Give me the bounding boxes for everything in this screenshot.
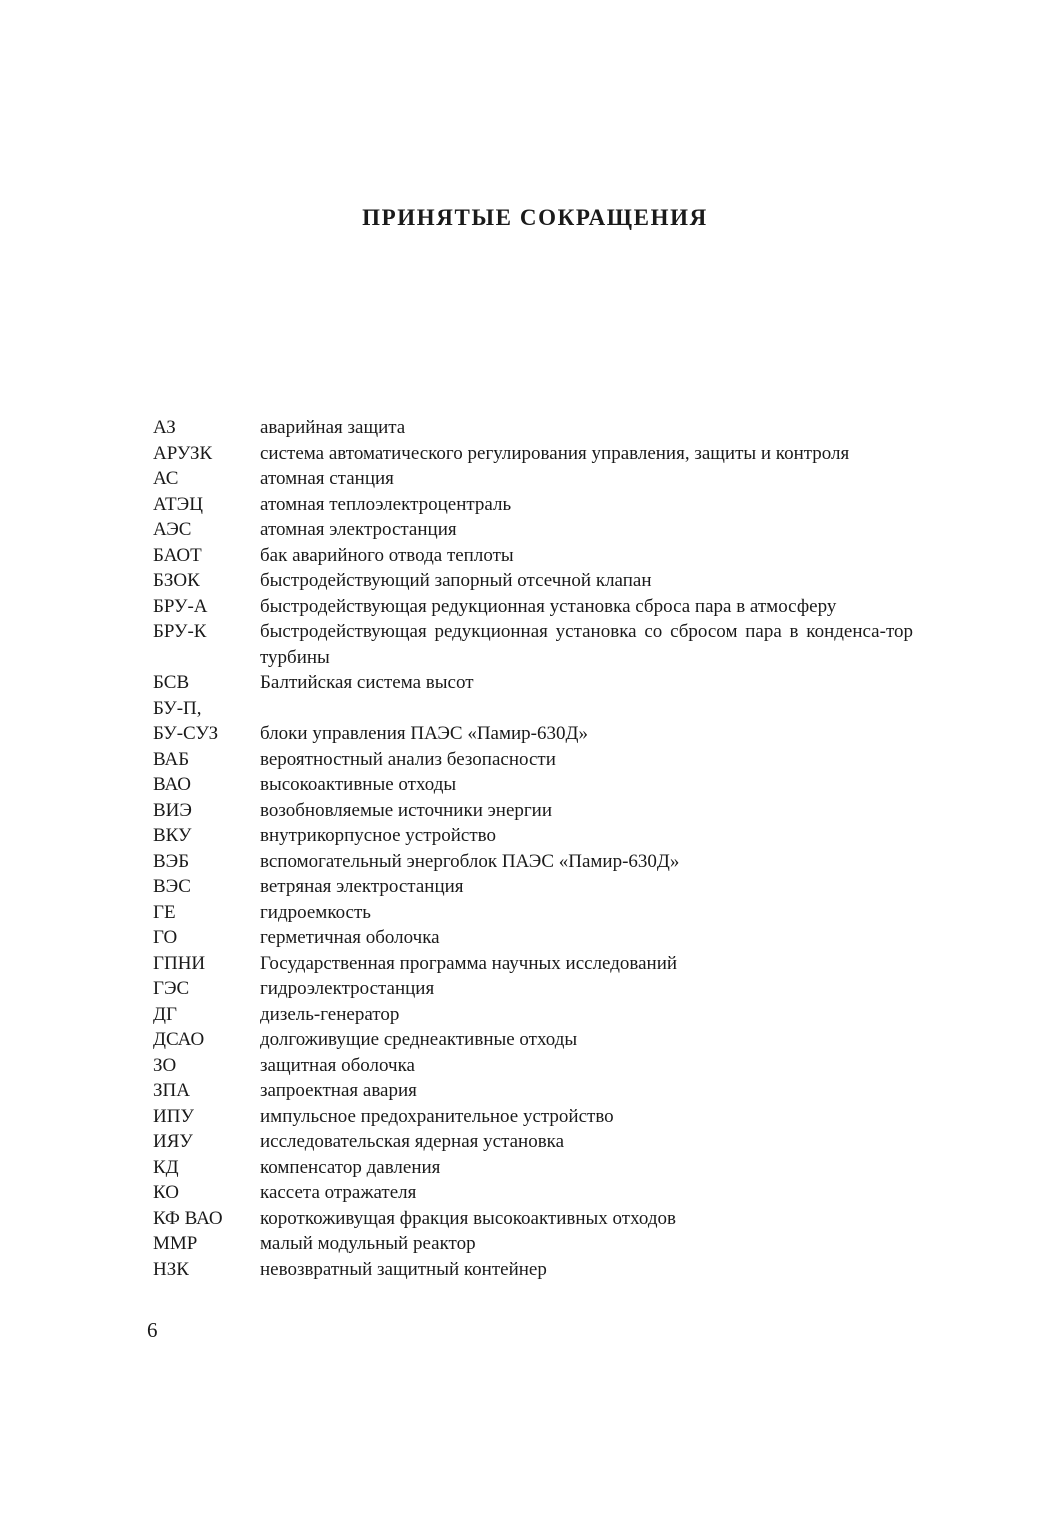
abbreviation-definition: запроектная авария <box>260 1080 417 1101</box>
abbreviation-definition: возобновляемые источники энергии <box>260 799 553 821</box>
abbreviation-row <box>153 466 913 492</box>
abbreviation-row <box>153 874 913 900</box>
abbreviation-term: ИПУ <box>153 1105 194 1127</box>
abbreviation-term: ВИЭ <box>153 799 192 821</box>
abbreviation-term: КО <box>153 1182 179 1203</box>
abbreviation-definition: система автоматического регулирования управления, защиты и контроля <box>260 442 850 464</box>
abbreviation-row <box>153 594 913 620</box>
abbreviation-definition: атомная электростанция <box>260 519 457 540</box>
abbreviation-row <box>153 823 913 849</box>
abbreviation-row <box>153 747 913 773</box>
abbreviation-term: ЗПА <box>153 1080 190 1101</box>
abbreviation-term: ЗО <box>153 1054 177 1076</box>
abbreviation-definition: импульсное предохранительное устройство <box>260 1105 614 1127</box>
abbreviation-term: ДСАО <box>153 1029 205 1050</box>
abbreviation-row <box>153 1257 913 1283</box>
abbreviation-term: АС <box>153 468 179 489</box>
abbreviation-term: КФ ВАО <box>153 1207 223 1229</box>
abbreviation-definition: ветряная электростанция <box>260 876 464 897</box>
abbreviation-definition: Государственная программа научных исследований <box>260 952 678 974</box>
abbreviation-definition: кассета отражателя <box>260 1182 417 1203</box>
abbreviation-definition: быстродействующая редукционная установка сброса пара в атмосферу <box>260 595 837 617</box>
abbreviation-term: ИЯУ <box>153 1131 193 1152</box>
abbreviation-definition: атомная станция <box>260 468 394 489</box>
abbreviation-term: ВЭБ <box>153 850 190 872</box>
abbreviation-definition: аварийная защита <box>260 417 406 438</box>
abbreviation-row <box>153 721 913 747</box>
abbreviation-definition: исследовательская ядерная установка <box>260 1131 565 1152</box>
abbreviation-definition: герметичная оболочка <box>260 927 440 948</box>
abbreviation-term: ГЭС <box>153 978 190 999</box>
abbreviation-row <box>153 1206 913 1232</box>
abbreviation-term: БРУ-К <box>153 621 207 642</box>
abbreviation-row <box>153 619 913 670</box>
abbreviation-term: КД <box>153 1156 179 1178</box>
abbreviation-row <box>153 517 913 543</box>
abbreviation-row <box>153 1002 913 1028</box>
abbreviation-term: БУ-П, <box>153 697 202 719</box>
abbreviation-term: ГПНИ <box>153 952 206 974</box>
abbreviation-definition: защитная оболочка <box>260 1054 415 1076</box>
abbreviation-row <box>153 1053 913 1079</box>
abbreviation-row <box>153 900 913 926</box>
abbreviation-list <box>153 415 913 1282</box>
abbreviation-term: БСВ <box>153 672 190 693</box>
abbreviation-row <box>153 492 913 518</box>
abbreviation-term: ГЕ <box>153 901 176 923</box>
abbreviation-term: АТЭЦ <box>153 493 203 515</box>
abbreviation-definition: атомная теплоэлектроцентраль <box>260 493 512 515</box>
abbreviation-definition: Балтийская система высот <box>260 672 474 693</box>
abbreviation-row <box>153 1078 913 1104</box>
page-number: 6 <box>147 1318 158 1342</box>
abbreviation-row <box>153 1129 913 1155</box>
abbreviation-row <box>153 772 913 798</box>
abbreviation-row <box>153 1180 913 1206</box>
abbreviation-row <box>153 1231 913 1257</box>
abbreviation-term: ДГ <box>153 1003 177 1025</box>
abbreviation-row <box>153 849 913 875</box>
abbreviation-term: БУ-СУЗ <box>153 723 219 744</box>
abbreviation-definition: быстродействующая редукционная установка со сбросом пара в конденса-тор турбины <box>260 621 913 668</box>
abbreviation-term: ВЭС <box>153 876 191 897</box>
abbreviation-row <box>153 925 913 951</box>
abbreviation-term: БРУ-А <box>153 595 208 617</box>
abbreviation-definition: дизель-генератор <box>260 1003 400 1025</box>
abbreviation-definition: вспомогательный энергоблок ПАЭС «Памир-630Д» <box>260 850 680 872</box>
abbreviation-row <box>153 415 913 441</box>
abbreviation-definition: вероятностный анализ безопасности <box>260 748 556 770</box>
abbreviation-term: ГО <box>153 927 178 948</box>
abbreviation-definition: внутрикорпусное устройство <box>260 825 497 846</box>
abbreviation-term: АРУЗК <box>153 442 213 464</box>
abbreviation-row <box>153 1027 913 1053</box>
abbreviation-term: ММР <box>153 1233 198 1254</box>
page-title: ПРИНЯТЫЕ СОКРАЩЕНИЯ <box>362 205 708 230</box>
abbreviation-definition: малый модульный реактор <box>260 1233 476 1254</box>
abbreviation-term: ВАБ <box>153 748 190 770</box>
abbreviation-term: АЗ <box>153 417 176 438</box>
abbreviation-definition: гидроемкость <box>260 901 371 923</box>
abbreviation-definition: невозвратный защитный контейнер <box>260 1258 547 1280</box>
abbreviation-definition: долгоживущие среднеактивные отходы <box>260 1029 578 1050</box>
abbreviation-definition: короткоживущая фракция высокоактивных отходов <box>260 1207 676 1229</box>
abbreviation-definition: гидроэлектростанция <box>260 978 435 999</box>
abbreviation-row <box>153 976 913 1002</box>
abbreviation-definition <box>260 696 913 722</box>
abbreviation-row <box>153 568 913 594</box>
abbreviation-term: ВАО <box>153 774 191 795</box>
abbreviation-definition: блоки управления ПАЭС «Памир-630Д» <box>260 723 588 744</box>
abbreviation-definition: компенсатор давления <box>260 1156 441 1178</box>
abbreviation-term: БАОТ <box>153 544 202 566</box>
abbreviation-row <box>153 1104 913 1130</box>
abbreviation-row <box>153 951 913 977</box>
abbreviation-row <box>153 798 913 824</box>
abbreviation-row <box>153 670 913 696</box>
abbreviation-definition: бак аварийного отвода теплоты <box>260 544 514 566</box>
abbreviation-row <box>153 1155 913 1181</box>
abbreviation-term: БЗОК <box>153 570 200 591</box>
abbreviation-row <box>153 696 913 722</box>
abbreviation-term: ВКУ <box>153 825 192 846</box>
abbreviation-term: АЭС <box>153 519 192 540</box>
abbreviation-definition: высокоактивные отходы <box>260 774 457 795</box>
abbreviation-row <box>153 543 913 569</box>
abbreviation-term: НЗК <box>153 1258 189 1280</box>
abbreviation-row <box>153 441 913 467</box>
abbreviation-definition: быстродействующий запорный отсечной клапан <box>260 570 652 591</box>
